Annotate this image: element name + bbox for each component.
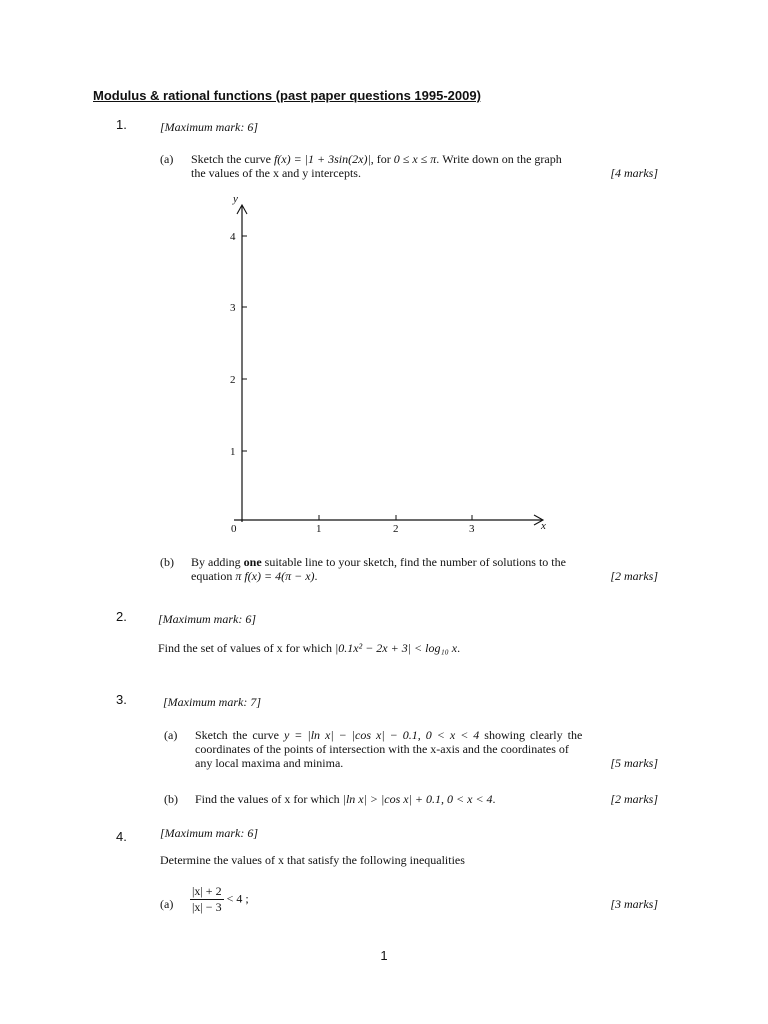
q3-part-a-line-1 — [195, 728, 582, 743]
q3-a-text-1: Sketch the curve — [195, 728, 279, 742]
q1-part-b-marks: [2 marks] — [610, 569, 658, 583]
q2-inequality: |0.1x² − 2x + 3| < log₁₀ x — [334, 641, 458, 655]
q1-a-text-1: Sketch the curve — [191, 152, 271, 166]
q2-text-2: . — [457, 641, 461, 655]
question-number-3: 3. — [116, 692, 127, 707]
q1-part-a-line-1 — [191, 152, 562, 167]
q4-part-a-expression — [190, 884, 249, 915]
q1-b-equation: π f(x) = 4(π − x) — [235, 569, 315, 583]
q1-b-text-3: . — [314, 569, 318, 583]
q3-b-text-2: . — [492, 792, 496, 806]
q1-axes-graph — [220, 190, 560, 540]
q3-a-curve-expression: y = |ln x| − |cos x| − 0.1, 0 < x < 4 — [283, 728, 480, 742]
y-tick-label-3: 3 — [230, 302, 236, 314]
q3-a-text-2: showing clearly the — [484, 728, 583, 742]
q3-b-inequality: |ln x| > |cos x| + 0.1, 0 < x < 4 — [342, 792, 493, 806]
q1-b-text-1a: By adding — [191, 555, 241, 569]
q1-a-text-3: . Write down on the graph — [436, 152, 562, 166]
q3-part-b-marks: [2 marks] — [610, 792, 658, 806]
y-tick-label-4: 4 — [230, 231, 236, 243]
x-tick-label-3: 3 — [469, 523, 475, 535]
q1-part-b-label: (b) — [160, 555, 174, 569]
origin-label: 0 — [231, 523, 237, 535]
q4-a-fraction — [190, 884, 224, 915]
page-number: 1 — [380, 948, 388, 963]
q1-maximum-mark: [Maximum mark: 6] — [160, 120, 258, 134]
q1-part-b-line-1 — [191, 555, 566, 570]
q4-a-numerator: |x| + 2 — [192, 884, 222, 898]
q1-a-function-expression: f(x) = |1 + 3sin(2x)| — [273, 152, 371, 166]
q1-part-a-label: (a) — [160, 152, 174, 166]
q2-maximum-mark: [Maximum mark: 6] — [158, 612, 256, 626]
y-tick-label-2: 2 — [230, 374, 236, 386]
q4-maximum-mark: [Maximum mark: 6] — [160, 826, 258, 840]
q1-part-b-line-2 — [191, 569, 318, 584]
q4-intro: Determine the values of x that satisfy the following inequalities — [160, 853, 465, 867]
question-number-1: 1. — [116, 117, 127, 132]
q3-part-b-label: (b) — [164, 792, 178, 806]
q1-a-domain-expression: 0 ≤ x ≤ π — [393, 152, 437, 166]
q2-question-text — [158, 641, 460, 656]
q3-part-a-line-2: coordinates of the points of intersection with the x-axis and the coordinates of — [195, 742, 569, 756]
question-number-2: 2. — [116, 609, 127, 624]
q3-maximum-mark: [Maximum mark: 7] — [163, 695, 261, 709]
page-title: Modulus & rational functions (past paper questions 1995-2009) — [93, 88, 481, 103]
q4-part-a-marks: [3 marks] — [610, 897, 658, 911]
q3-part-a-line-3: any local maxima and minima. — [195, 756, 344, 770]
x-axis-label: x — [541, 520, 546, 532]
q4-a-rhs: < 4 ; — [226, 891, 249, 906]
q1-b-text-1c: suitable line to your sketch, find the number of solutions to the — [264, 555, 566, 569]
x-tick-label-1: 1 — [316, 523, 322, 535]
q1-b-text-1b: one — [243, 555, 262, 569]
q1-part-a-marks: [4 marks] — [610, 166, 658, 180]
x-tick-label-2: 2 — [393, 523, 399, 535]
q1-part-a-line-2: the values of the x and y intercepts. — [191, 166, 361, 180]
q1-a-text-2: , for — [370, 152, 391, 166]
q1-b-text-2: equation — [191, 569, 233, 583]
q4-part-a-label: (a) — [160, 897, 174, 911]
y-tick-label-1: 1 — [230, 446, 236, 458]
q3-part-a-label: (a) — [164, 728, 178, 742]
q3-part-a-marks: [5 marks] — [610, 756, 658, 770]
q4-a-denominator: |x| − 3 — [192, 900, 222, 914]
q3-b-text: Find the values of x for which — [195, 792, 340, 806]
q2-text-1: Find the set of values of x for which — [158, 641, 332, 655]
y-axis-label: y — [233, 193, 238, 205]
question-number-4: 4. — [116, 829, 127, 844]
q3-part-b-line — [195, 792, 496, 807]
